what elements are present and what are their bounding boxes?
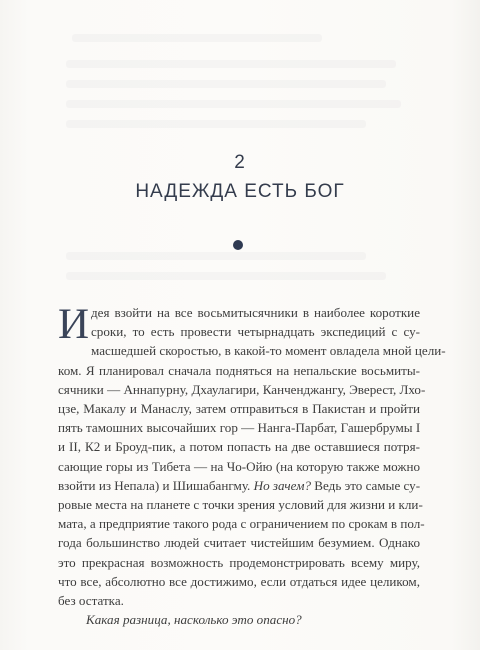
italic-question: Какая разница, насколько это опасно? xyxy=(86,612,302,628)
text-line: цзе, Макалу и Манаслу, затем отправиться в Пакистан и пройти xyxy=(58,401,420,417)
text-line-paragraph2 xyxy=(58,610,420,629)
italic-question: Но зачем? xyxy=(253,477,312,493)
text-line-last: без остатка. xyxy=(58,593,124,609)
bleed-through-line xyxy=(66,252,366,260)
chapter-body-text xyxy=(58,301,446,629)
text-line: это прекрасная возможность продемонстрировать всему миру, xyxy=(58,554,420,570)
text-line: что все, абсолютно все достижимо, если отдаться идее целиком, xyxy=(58,573,420,589)
text-line: пять тамошних высочайших гор — Нанга-Парбат, Гашербрумы I xyxy=(58,420,421,436)
drop-cap: И xyxy=(58,301,90,348)
bleed-through-line xyxy=(72,34,322,42)
text-line: мата, а предприятие такого рода с ограничением по срокам в пол- xyxy=(58,516,425,532)
text-line: сроки, то есть провести четырнадцать экспедиций с су- xyxy=(91,324,420,340)
text-fragment: Ведь это самые су- xyxy=(311,477,421,493)
chapter-ornament-dot xyxy=(233,240,243,250)
text-line: масшедшей скоростью, в какой-то момент овладела мной цели- xyxy=(91,343,446,359)
bleed-through-line xyxy=(66,272,386,280)
text-line: и II, К2 и Броуд-пик, а потом попасть на две оставшиеся потря- xyxy=(58,439,420,455)
chapter-number: 2 xyxy=(234,152,246,173)
bleed-through-line xyxy=(66,80,386,88)
text-fragment: взойти из Непала) и Шишабангму. xyxy=(58,477,251,493)
chapter-title: НАДЕЖДА ЕСТЬ БОГ xyxy=(135,181,345,202)
text-line: ком. Я планировал сначала подняться на непальские восьмиты- xyxy=(58,362,420,378)
bleed-through-line xyxy=(66,120,366,128)
text-line-mixed xyxy=(58,476,420,495)
text-line: года большинство людей считает чистейшим безумием. Однако xyxy=(58,535,420,551)
text-line: сающие горы из Тибета — на Чо-Ойю (на которую также можно xyxy=(58,458,420,474)
text-line: сячники — Аннапурну, Дхаулагири, Канченджангу, Эверест, Лхо- xyxy=(58,381,426,397)
bleed-through-line xyxy=(66,100,401,108)
text-line: ровые места на планете с точки зрения условий для жизни и кли- xyxy=(58,497,423,513)
bleed-through-line xyxy=(66,60,396,68)
text-line: дея взойти на все восьмитысячники в наиболее короткие xyxy=(91,305,420,320)
